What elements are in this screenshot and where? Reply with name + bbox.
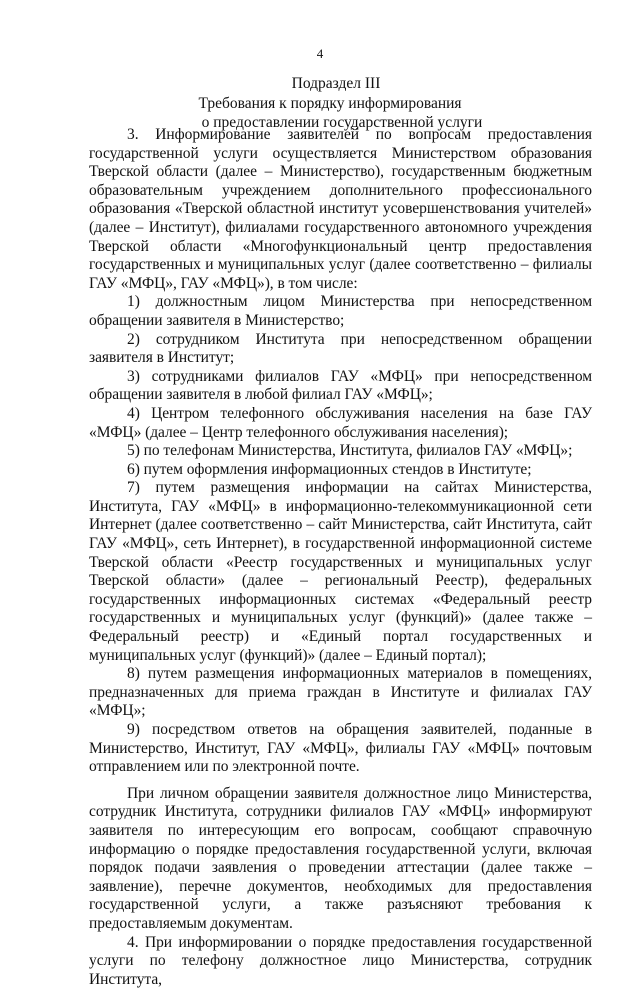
subsection-heading-line-2: о предоставлении государственной услуги [201, 114, 483, 131]
paragraph-subitem-8: 8) путем размещения информационных материалов в помещениях, предназначенных для приема граждан в Институте и филиалах ГАУ «МФЦ»; [89, 665, 592, 720]
subsection-heading-line-1: Требования к порядку информирования [198, 95, 462, 112]
paragraph-item-4: 4. При информировании о порядке предоставления государственной услуги по телефону должностное лицо Министерства, сотрудник Института, [89, 933, 592, 988]
page-number: 4 [316, 46, 324, 61]
paragraph-subitem-2: 2) сотрудником Института при непосредственном обращении заявителя в Институт; [89, 330, 592, 367]
paragraph-subitem-6: 6) путем оформления информационных стендов в Институте; [127, 460, 532, 478]
paragraph-personal-visit: При личном обращении заявителя должностное лицо Министерства, сотрудник Института, сотрудники филиалов ГАУ «МФЦ» информируют заявителя по интересующим его вопросам, сообщают справочную информацию о порядке предоставления государственной услуги, включая порядок подачи заявления о проведении аттестации (далее также – заявление), перечне документов, необходимых для предоставления государственной услуги, а также разъясняют требования к предоставляемым документам. [89, 784, 592, 932]
subsection-title: Подраздел III [291, 75, 381, 92]
paragraph-subitem-9: 9) посредством ответов на обращения заявителей, поданные в Министерство, Институт, ГАУ «МФЦ», филиалы ГАУ «МФЦ» почтовым отправлением или по электронной почте. [89, 721, 592, 776]
paragraph-subitem-3: 3) сотрудниками филиалов ГАУ «МФЦ» при непосредственном обращении заявителя в любой филиал ГАУ «МФЦ»; [89, 367, 592, 404]
paragraph-subitem-7: 7) путем размещения информации на сайтах Министерства, Института, ГАУ «МФЦ» в информационно-телекоммуникационной сети Интернет (далее соответственно – сайт Министерства, сайт Института, сайт ГАУ «МФЦ», сеть Интернет), в государственной информационной системе Тверской области «Реестр государственных и муниципальных услуг Тверской области» (далее – региональный Реестр), федеральных государственных информационных системах «Федеральный реестр государственных и муниципальных услуг (функций)» (далее также – Федеральный реестр) и «Единый портал государственных и муниципальных услуг (функций)» (далее – Единый портал); [89, 479, 592, 664]
paragraph-subitem-5: 5) по телефонам Министерства, Института, филиалов ГАУ «МФЦ»; [127, 442, 573, 460]
paragraph-subitem-4: 4) Центром телефонного обслуживания населения на базе ГАУ «МФЦ» (далее – Центр телефонного обслуживания населения); [89, 404, 592, 441]
paragraph-subitem-1: 1) должностным лицом Министерства при непосредственном обращении заявителя в Министерство; [89, 293, 592, 329]
document-body [89, 126, 592, 989]
paragraph-item-3-intro: 3. Информирование заявителей по вопросам предоставления государственной услуги осуществляется Министерством образования Тверской области (далее – Министерство), государственным бюджетным образовательным учреждением дополнительного профессионального образования «Тверской областной институт усовершенствования учителей» (далее – Институт), филиалами государственного автономного учреждения Тверской области «Многофункциональный центр предоставления государственных и муниципальных услуг (далее соответственно – филиалы ГАУ «МФЦ», ГАУ «МФЦ»), в том числе: [89, 126, 592, 292]
